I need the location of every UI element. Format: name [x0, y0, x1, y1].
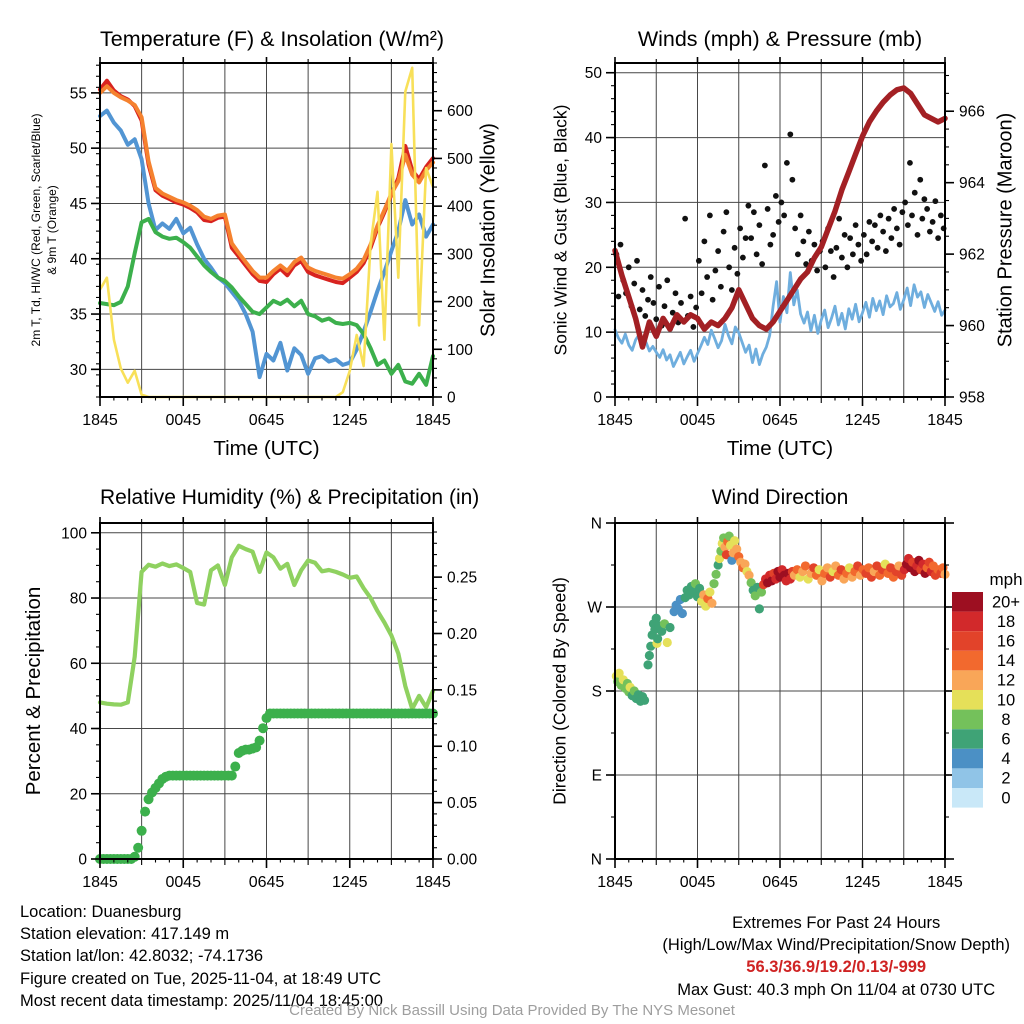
- svg-text:30: 30: [69, 361, 87, 379]
- svg-text:1845: 1845: [415, 874, 451, 891]
- temp-xaxis-label: Time (UTC): [213, 437, 320, 460]
- svg-text:80: 80: [69, 590, 87, 608]
- svg-text:1245: 1245: [844, 412, 881, 429]
- extremes-subtitle: (High/Low/Max Wind/Precipitation/Snow Depth): [662, 936, 1010, 955]
- svg-text:0045: 0045: [679, 412, 716, 429]
- svg-text:10: 10: [584, 324, 602, 342]
- svg-text:500: 500: [447, 150, 473, 168]
- svg-text:400: 400: [447, 198, 473, 216]
- wind-xaxis-label: Time (UTC): [726, 437, 834, 460]
- svg-text:1245: 1245: [331, 874, 368, 891]
- svg-text:0045: 0045: [165, 412, 202, 429]
- extremes-values: 56.3/36.9/19.2/0.13/-999: [746, 958, 927, 977]
- svg-text:30: 30: [584, 194, 602, 212]
- svg-text:100: 100: [447, 341, 473, 359]
- station-info-block: [20, 901, 383, 1012]
- credit-line: Created By Nick Bassill Using Data Provided By The NYS Mesonet: [289, 1002, 735, 1019]
- svg-text:1845: 1845: [927, 412, 963, 429]
- svg-text:N: N: [590, 851, 602, 869]
- wind-yaxis-left-label: Sonic Wind & Gust (Blue, Black): [550, 104, 571, 356]
- svg-text:8: 8: [1001, 710, 1011, 729]
- rh-yaxis-left-label: Percent & Precipitation: [22, 586, 45, 796]
- svg-text:20+: 20+: [992, 593, 1020, 612]
- svg-text:962: 962: [959, 246, 985, 264]
- svg-text:0.20: 0.20: [447, 625, 478, 643]
- svg-text:300: 300: [447, 246, 473, 264]
- wind-speed-colorbar: [952, 570, 1023, 808]
- station-elevation: Station elevation: 417.149 m: [20, 925, 230, 944]
- svg-text:50: 50: [69, 140, 87, 158]
- svg-text:55: 55: [69, 85, 87, 103]
- svg-text:1245: 1245: [844, 874, 881, 891]
- svg-text:960: 960: [959, 318, 985, 336]
- svg-text:0.05: 0.05: [447, 795, 478, 813]
- svg-text:0.15: 0.15: [447, 682, 478, 700]
- temp-chart: [70, 57, 473, 429]
- svg-text:35: 35: [69, 306, 87, 324]
- svg-text:964: 964: [959, 175, 985, 193]
- svg-text:50: 50: [584, 65, 602, 83]
- svg-text:12: 12: [996, 671, 1016, 690]
- svg-text:mph: mph: [989, 570, 1023, 589]
- extremes-block: [662, 912, 1010, 1001]
- wind-chart: [585, 57, 985, 429]
- svg-text:N: N: [590, 515, 602, 533]
- extremes-title: Extremes For Past 24 Hours: [732, 914, 941, 932]
- svg-text:0645: 0645: [248, 874, 285, 891]
- station-latlon: Station lat/lon: 42.8032; -74.1736: [20, 947, 264, 966]
- wind-chart-title: Winds (mph) & Pressure (mb): [637, 27, 923, 51]
- svg-text:60: 60: [69, 655, 87, 673]
- svg-text:100: 100: [61, 525, 87, 543]
- svg-text:0: 0: [447, 389, 456, 407]
- svg-text:0: 0: [78, 851, 87, 869]
- svg-text:S: S: [591, 683, 602, 701]
- svg-text:966: 966: [959, 103, 985, 121]
- svg-text:20: 20: [584, 259, 602, 277]
- rh-chart-title: Relative Humidity (%) & Precipitation (in): [100, 486, 480, 509]
- svg-text:40: 40: [69, 721, 87, 739]
- station-location: Location: Duanesburg: [20, 903, 182, 921]
- temp-yaxis-left-label-line2: & 9m T (Orange): [45, 185, 59, 275]
- svg-text:40: 40: [584, 130, 602, 148]
- svg-text:1845: 1845: [82, 874, 118, 891]
- svg-text:6: 6: [1001, 730, 1011, 749]
- svg-text:0.00: 0.00: [447, 851, 478, 869]
- data-timestamp: Most recent data timestamp: 2025/11/04 18:45:00: [20, 991, 383, 1010]
- svg-text:1845: 1845: [597, 412, 633, 429]
- wind-yaxis-right-label: Station Pressure (Maroon): [994, 112, 1017, 348]
- dir-series: [612, 531, 950, 705]
- svg-text:45: 45: [69, 195, 87, 213]
- svg-text:0: 0: [593, 389, 602, 407]
- svg-text:958: 958: [959, 389, 985, 407]
- svg-text:0.25: 0.25: [447, 569, 478, 587]
- dir-chart-title: Wind Direction: [711, 486, 849, 509]
- svg-text:200: 200: [447, 294, 473, 312]
- dir-chart: [587, 516, 1022, 892]
- svg-text:10: 10: [996, 691, 1016, 710]
- svg-text:0645: 0645: [762, 412, 798, 429]
- svg-text:E: E: [591, 767, 602, 785]
- temp-chart-title: Temperature (F) & Insolation (W/m²): [100, 27, 445, 51]
- rh-chart: [61, 517, 477, 891]
- svg-text:0.10: 0.10: [447, 738, 478, 756]
- svg-text:20: 20: [69, 786, 87, 804]
- svg-text:0045: 0045: [165, 874, 202, 891]
- svg-text:40: 40: [69, 251, 87, 269]
- figure-created: Figure created on Tue, 2025-11-04, at 18:49 UTC: [20, 969, 382, 988]
- svg-text:0045: 0045: [679, 874, 716, 891]
- max-gust: Max Gust: 40.3 mph On 11/04 at 0730 UTC: [677, 980, 996, 999]
- temp-yaxis-left-label-line1: 2m T, Td, HI/WC (Red, Green, Scarlet/Blue): [29, 113, 43, 347]
- svg-text:0645: 0645: [248, 412, 285, 429]
- svg-text:16: 16: [996, 632, 1016, 651]
- dir-yaxis-left-label: Direction (Colored By Speed): [549, 577, 570, 805]
- temp-yaxis-left-label: [28, 114, 60, 347]
- svg-text:2: 2: [1001, 769, 1011, 788]
- svg-text:1245: 1245: [331, 412, 368, 429]
- svg-text:14: 14: [996, 652, 1016, 671]
- svg-text:1845: 1845: [82, 412, 118, 429]
- svg-text:4: 4: [1001, 750, 1011, 769]
- svg-text:1845: 1845: [927, 874, 963, 891]
- temp-yaxis-right-label: Solar Insolation (Yellow): [477, 123, 500, 337]
- svg-text:0: 0: [1001, 789, 1011, 808]
- svg-text:600: 600: [447, 103, 473, 121]
- svg-text:1845: 1845: [415, 412, 451, 429]
- svg-text:18: 18: [996, 612, 1016, 631]
- svg-text:0645: 0645: [762, 874, 798, 891]
- svg-text:1845: 1845: [597, 874, 633, 891]
- svg-text:W: W: [587, 599, 602, 617]
